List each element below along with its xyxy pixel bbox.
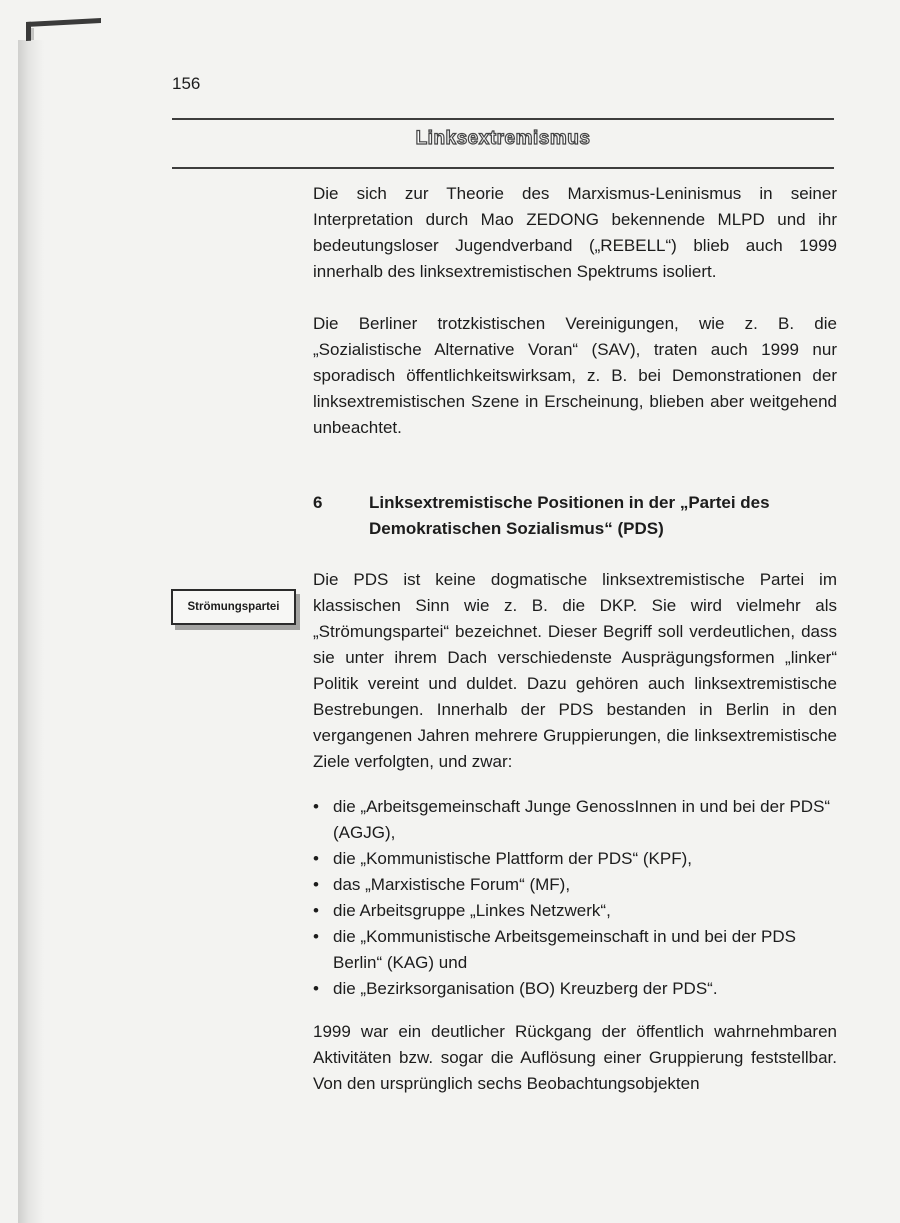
corner-crop-mark xyxy=(26,18,101,41)
paragraph-decline: 1999 war ein deutlicher Rückgang der öffentlich wahrnehmbaren Aktivitäten bzw. sogar die Auflösung einer Gruppierung feststellbar. Von den ursprünglich sechs Beobachtungsobjekten xyxy=(313,1022,837,1093)
paragraph-pds: Die PDS ist keine dogmatische linksextremistische Partei im klassischen Sinn wie z. B. die DKP. Sie wird vielmehr als „Strömungspartei“ bezeichnet. Dieser Begriff soll verdeutlichen, dass sie unter ihrem Dach verschiedenste Ausprägungsformen „linker“ Politik vereint und duldet. Dazu gehören auch linksextremistische Bestrebungen. Innerhalb der PDS bestanden in Berlin in den vergangenen Jahren mehrere Gruppierungen, die linksextremistische Ziele verfolgten, und zwar: xyxy=(313,570,837,771)
section-number: 6 xyxy=(313,493,323,512)
list-item: • das „Marxistische Forum“ (MF), xyxy=(313,872,837,898)
section-title: Linksextremistische Positionen in der „Partei des Demokratischen Sozialismus“ (PDS) xyxy=(369,493,770,538)
group-list xyxy=(313,794,837,1002)
paragraph-trotskyist: Die Berliner trotzkistischen Vereinigungen, wie z. B. die „Sozialistische Alternative Voran“ (SAV), traten auch 1999 nur sporadisch öffentlichkeitswirksam, z. B. bei Demonstrationen der linksextremistischen Szene in Erscheinung, blieben aber weitgehend unbeachtet. xyxy=(313,314,837,437)
header-rule-top xyxy=(172,118,834,120)
page-gutter xyxy=(18,40,44,1223)
list-item: • die „Bezirksorganisation (BO) Kreuzberg der PDS“. xyxy=(313,976,837,1002)
page-number: 156 xyxy=(172,74,201,93)
section-heading xyxy=(313,490,837,542)
header-rule-bottom xyxy=(172,167,834,169)
paragraph-mlpd: Die sich zur Theorie des Marxismus-Leninismus in seiner Interpretation durch Mao ZEDONG bekennende MLPD und ihr bedeutungsloser Jugendverband („REBELL“) blieb auch 1999 innerhalb des linksextremistischen Spektrums isoliert. xyxy=(313,184,837,281)
list-item: • die „Kommunistische Plattform der PDS“ (KPF), xyxy=(313,846,837,872)
list-item: • die „Arbeitsgemeinschaft Junge GenossInnen in und bei der PDS“ (AGJG), xyxy=(313,794,837,846)
running-head: Linksextremismus xyxy=(415,128,591,149)
list-item: • die Arbeitsgruppe „Linkes Netzwerk“, xyxy=(313,898,837,924)
margin-note-box: Strömungspartei xyxy=(171,589,296,625)
list-item: • die „Kommunistische Arbeitsgemeinschaft in und bei der PDS Berlin“ (KAG) und xyxy=(313,924,837,976)
